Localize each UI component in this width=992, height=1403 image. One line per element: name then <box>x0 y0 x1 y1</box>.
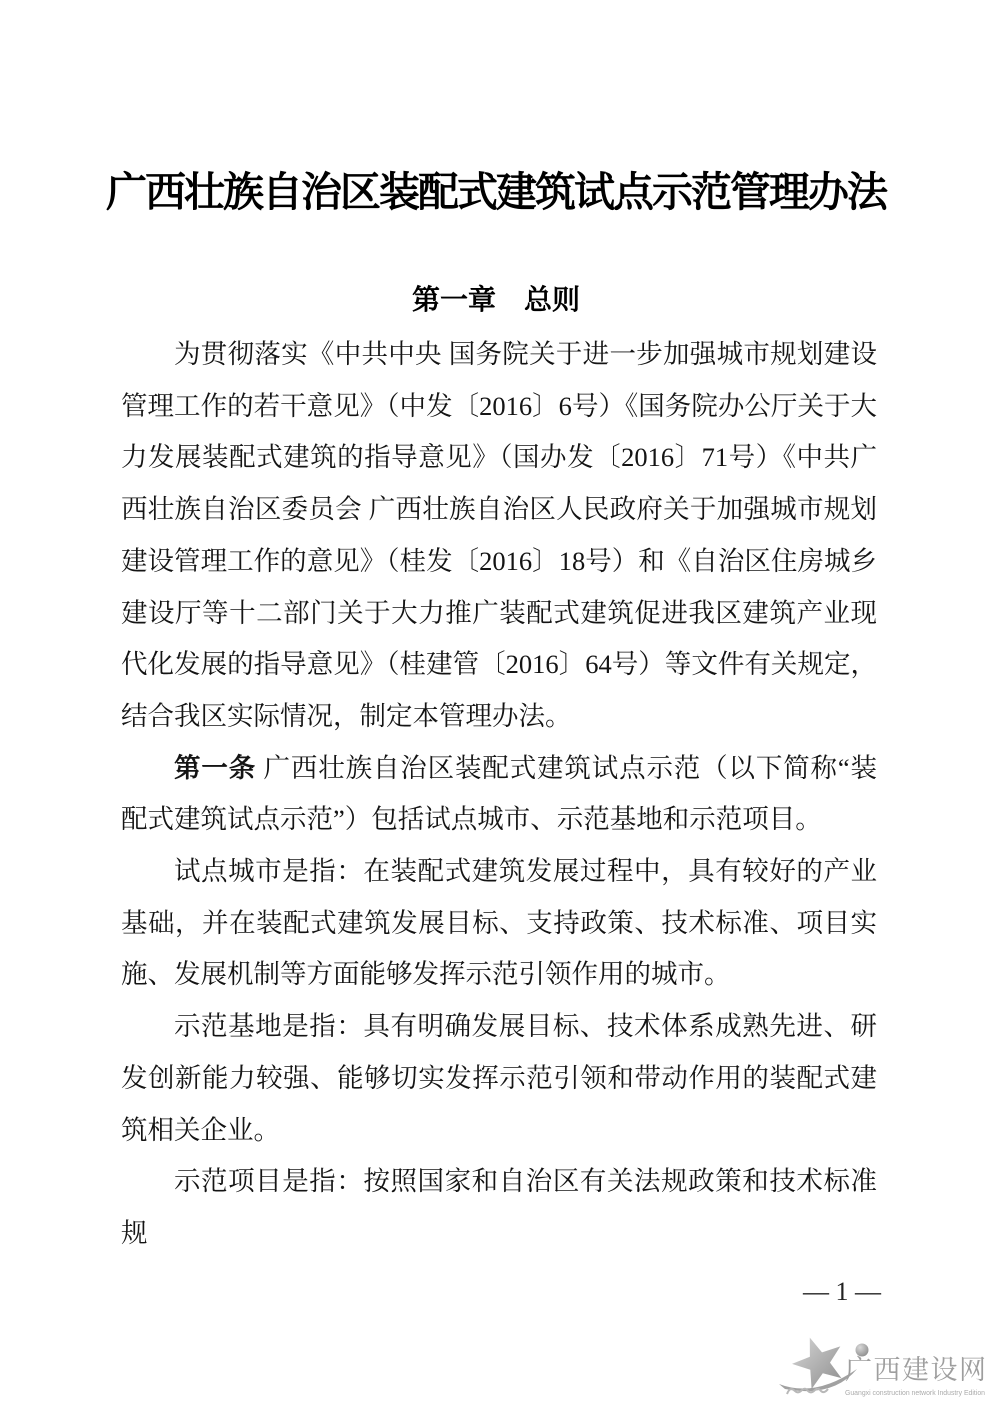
paragraph-text: 试点城市是指：在装配式建筑发展过程中，具有较好的产业基础，并在装配式建筑发展目标、支持政策、技术标准、项目实施、发展机制等方面能够发挥示范引领作用的城市。 <box>121 856 877 990</box>
watermark-logo <box>775 1336 990 1402</box>
chapter-title: 总则 <box>524 284 581 315</box>
paragraph-text: 示范基地是指：具有明确发展目标、技术体系成熟先进、研发创新能力较强、能够切实发挥示范引领和带动作用的装配式建筑相关企业。 <box>121 1011 877 1145</box>
document-body <box>121 329 877 1260</box>
paragraph-text: 广西壮族自治区装配式建筑试点示范（以下简称“装配式建筑试点示范”）包括试点城市、示范基地和示范项目。 <box>121 752 878 835</box>
chapter-number: 第一章 <box>411 284 496 315</box>
paragraph <box>121 743 877 846</box>
document-title: 广西壮族自治区装配式建筑试点示范管理办法 <box>106 169 886 215</box>
article-number: 第一条 <box>174 752 257 783</box>
watermark-site-name: 广西建设网 <box>845 1355 988 1385</box>
guangxi-construction-network-logo <box>775 1336 990 1402</box>
paragraph <box>121 1001 877 1156</box>
paragraph-text: 为贯彻落实《中共中央 国务院关于进一步加强城市规划建设管理工作的若干意见》（中发〔2016〕6号）《国务院办公厅关于大力发展装配式建筑的指导意见》（国办发〔2016〕71号）《中共广西壮族自治区委员会 广西壮族自治区人民政府关于加强城市规划建设管理工作的意见》（桂发〔2016〕18号）和《自治区住房城乡建设厅等十二部门关于大力推广装配式建筑促进我区建筑产业现代化发展的指导意见》（桂建管〔2016〕64号）等文件有关规定，结合我区实际情况，制定本管理办法。 <box>121 339 877 731</box>
watermark-tagline: Guangxi construction network Industry Edition <box>845 1388 985 1397</box>
paragraph <box>121 1156 877 1259</box>
paragraph <box>121 846 877 1001</box>
star-icon <box>792 1338 841 1389</box>
paragraph-text: 示范项目是指：按照国家和自治区有关法规政策和技术标准规 <box>121 1166 877 1248</box>
chapter-heading <box>0 283 992 317</box>
page-number: — 1 — <box>803 1277 881 1306</box>
paragraph <box>121 329 877 743</box>
